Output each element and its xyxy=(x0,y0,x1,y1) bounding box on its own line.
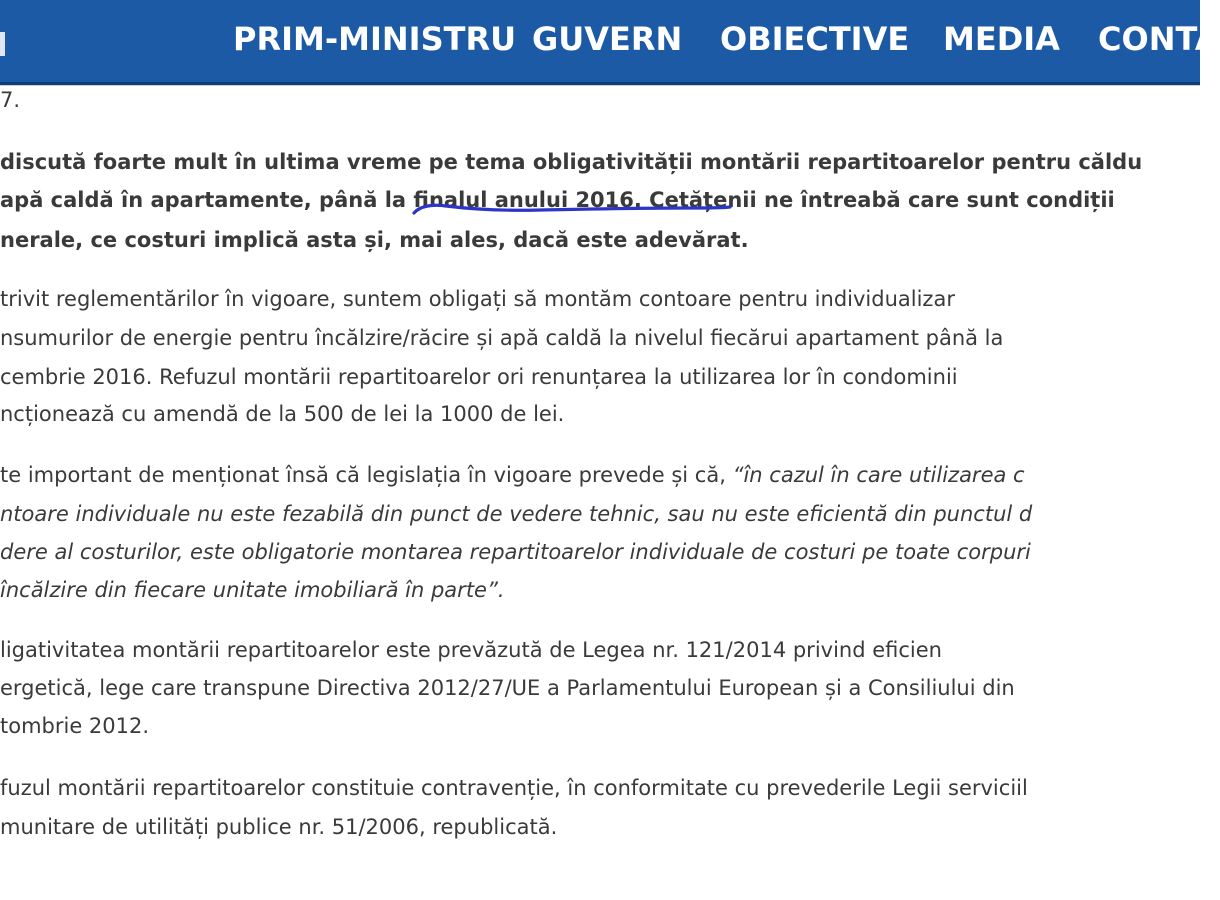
paragraph-4-line-2: munitare de utilități publice nr. 51/2006, republicată. xyxy=(0,815,558,839)
nav-item-contact[interactable]: CONTA xyxy=(1098,20,1220,58)
paragraph-2-lead: te important de menționat însă că legislația în vigoare prevede și că, xyxy=(0,463,733,487)
paragraph-2-line-4: încălzire din fiecare unitate imobiliară în parte”. xyxy=(0,578,505,602)
paragraph-2-line-3: dere al costurilor, este obligatorie montarea repartitoarelor individuale de costuri pe toate corpuri xyxy=(0,540,1031,564)
previous-line-fragment: 7. xyxy=(0,88,21,112)
nav-item-media[interactable]: MEDIA xyxy=(943,20,1060,58)
paragraph-3-line-2: ergetică, lege care transpune Directiva 2012/27/UE a Parlamentului European și a Consiliului din xyxy=(0,676,1015,700)
paragraph-1-line-1: trivit reglementărilor în vigoare, suntem obligați să montăm contoare pentru individualizar xyxy=(0,287,955,311)
paragraph-2-line-2: ntoare individuale nu este fezabilă din punct de vedere tehnic, sau nu este eficientă din punctul d xyxy=(0,502,1033,526)
paragraph-1-line-3: cembrie 2016. Refuzul montării repartitoarelor ori renunțarea la utilizarea lor în condominii xyxy=(0,365,958,389)
paragraph-3-line-1: ligativitatea montării repartitoarelor este prevăzută de Legea nr. 121/2014 privind eficien xyxy=(0,638,942,662)
paragraph-1-line-2: nsumurilor de energie pentru încălzire/răcire și apă caldă la nivelul fiecărui apartament până la xyxy=(0,326,1004,350)
paragraph-1-line-4: ncționează cu amendă de la 500 de lei la 1000 de lei. xyxy=(0,402,565,426)
nav-item-obiective[interactable]: OBIECTIVE xyxy=(720,20,910,58)
paragraph-4-line-1: fuzul montării repartitoarelor constituie contravenție, în conformitate cu prevederile Legii serviciil xyxy=(0,776,1028,800)
paragraph-2-line-1 xyxy=(0,463,1025,487)
nav-item-prim-ministru[interactable]: PRIM-MINISTRU xyxy=(233,20,517,58)
paragraph-3-line-3: tombrie 2012. xyxy=(0,714,150,738)
intro-line-2: apă caldă în apartamente, până la finalul anului 2016. Cetățenii ne întreabă care sunt condiții xyxy=(0,188,1115,212)
paragraph-2-quote-start: “în cazul în care utilizarea c xyxy=(732,463,1025,487)
intro-line-1: discută foarte mult în ultima vreme pe tema obligativității montării repartitoarelor pentru căldu xyxy=(0,150,1143,174)
nav-item-guvern[interactable]: GUVERN xyxy=(532,20,683,58)
intro-line-3: nerale, ce costuri implică asta și, mai ales, dacă este adevărat. xyxy=(0,228,749,252)
